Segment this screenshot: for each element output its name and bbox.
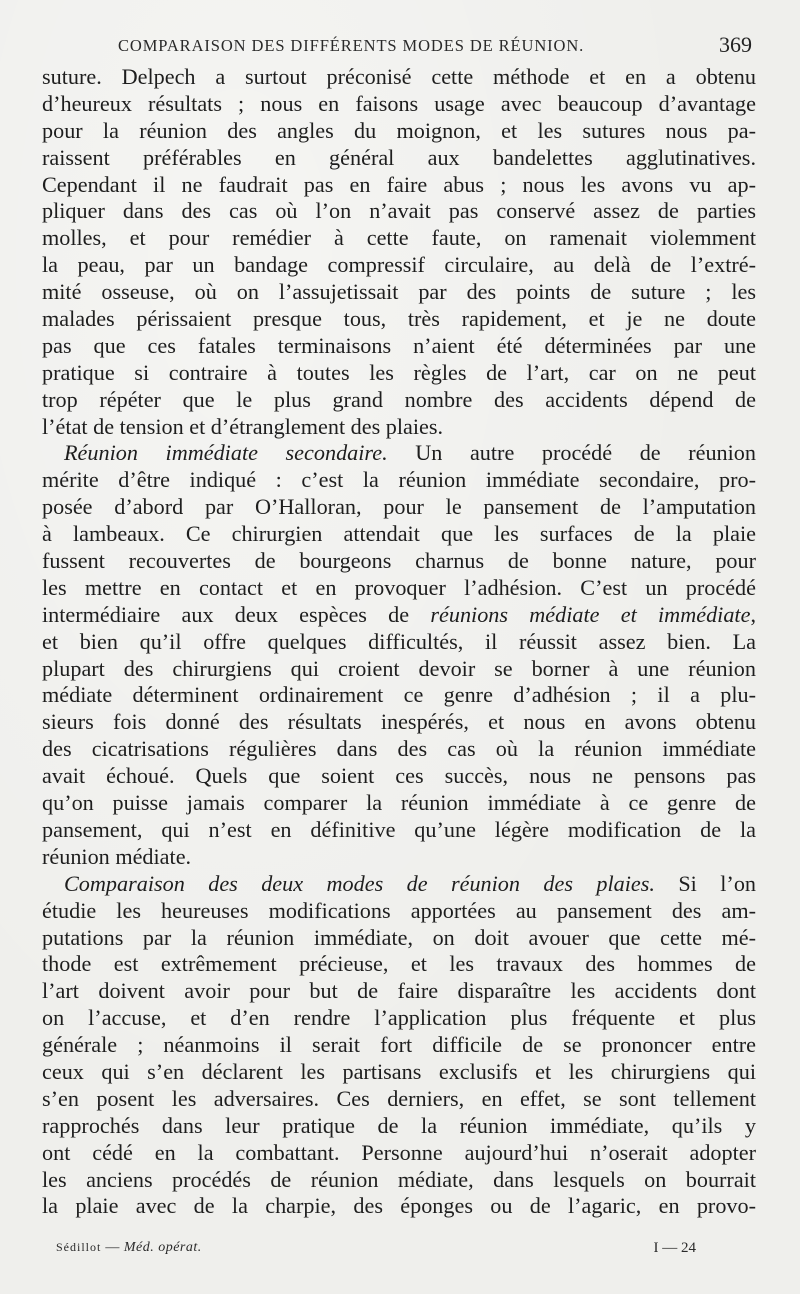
text-line: la peau, par un bandage compressif circulaire, au delà de l’extré- [42,252,756,278]
text-line: d’heureux résultats ; nous en faisons usage avec beaucoup d’avantage [42,90,756,116]
text-line: les mettre en contact et en provoquer l’adhésion. C’est un procédé [42,574,756,600]
footer-book-title: Méd. opérat. [123,1240,202,1255]
paragraph-heading-line [42,871,756,898]
text-line: étudie les heureuses modifications apportées au pansement des am- [42,897,756,923]
text-line: générale ; néanmoins il serait fort difficile de se prononcer entre [42,1032,756,1058]
footer-author: Sédillot [56,1240,102,1254]
text-line: posée d’abord par O’Halloran, pour le pansement de l’amputation [42,494,756,520]
text-line: plupart des chirurgiens qui croient devoir se borner à une réunion [42,655,756,681]
heading-line-rest: Un autre procédé de réunion [387,440,756,466]
section-heading-comparaison: Comparaison des deux modes de réunion des plaies. [64,870,655,896]
text-line: la plaie avec de la charpie, des éponges ou de l’agaric, en provo- [42,1193,756,1219]
running-head-title: COMPARAISON DES DIFFÉRENTS MODES DE RÉUNION. [118,36,585,55]
inline-text: intermédiaire aux deux espèces de [42,601,431,627]
text-line: fussent recouvertes de bourgeons charnus de bonne nature, pour [42,548,756,574]
text-line: réunion médiate. [42,843,192,869]
text-line-with-italic [42,602,756,629]
text-line: avait échoué. Quels que soient ces succès, nous ne pensons pas [42,763,756,789]
text-line: molles, et pour remédier à cette faute, on ramenait violemment [42,225,756,251]
text-line: on l’accuse, et d’en rendre l’application plus fréquente et plus [42,1005,756,1031]
text-line: raissent préférables en général aux bandelettes agglutinatives. [42,144,756,170]
text-line: médiate déterminent ordinairement ce genre d’adhésion ; il a plu- [42,682,756,708]
text-line: Cependant il ne faudrait pas en faire abus ; nous les avons vu ap- [42,171,756,197]
text-line: pratique si contraire à toutes les règles de l’art, car on ne peut [42,359,756,385]
inline-text: , [750,601,756,627]
text-line: mérite d’être indiqué : c’est la réunion immédiate secondaire, pro- [42,467,756,493]
footer-book-reference [56,1240,202,1256]
text-line: mité osseuse, où on l’assujetissait par des points de suture ; les [42,279,756,305]
text-line: et bien qu’il offre quelques difficultés, il réussit assez bien. La [42,628,756,654]
footer-dash: — [101,1240,124,1255]
running-head [40,34,760,64]
text-line: trop répéter que le plus grand nombre des accidents dépend de [42,386,756,412]
text-line: pour la réunion des angles du moignon, et les sutures nous pa- [42,117,756,143]
text-line: suture. Delpech a surtout préconisé cette méthode et en a obtenu [42,64,756,89]
text-line: putations par la réunion immédiate, on doit avouer que cette mé- [42,924,756,950]
text-line: thode est extrêmement précieuse, et les travaux des hommes de [42,951,756,977]
text-line: sieurs fois donné des résultats inespérés, et nous en avons obtenu [42,709,756,735]
heading-line-rest: Si l’on [654,870,757,896]
text-line: l’état de tension et d’étranglement des plaies. [42,413,444,439]
text-line: qu’on puisse jamais comparer la réunion immédiate à ce genre de [42,790,756,816]
page-number: 369 [719,32,752,57]
inline-italic-term: réunions médiate et immédiate [430,601,751,627]
paragraph-heading-line [42,440,756,467]
text-line: pliquer dans des cas où l’on n’avait pas conservé assez de parties [42,198,756,224]
text-line: pas que ces fatales terminaisons n’aient été déterminées par une [42,332,756,358]
text-line: rapprochés dans leur pratique de la réunion immédiate, qu’ils y [42,1112,756,1138]
page-footer [56,1240,696,1264]
text-line: l’art doivent avoir pour but de faire disparaître les accidents dont [42,978,756,1004]
section-heading-reunion-secondaire: Réunion immédiate secondaire. [64,440,388,466]
text-line: pansement, qui n’est en définitive qu’une légère modification de la [42,816,756,842]
text-line: ceux qui s’en déclarent les partisans exclusifs et les chirurgiens qui [42,1058,756,1084]
text-line: ont cédé en la combattant. Personne aujourd’hui n’oserait adopter [42,1139,756,1165]
body-text [42,64,756,1220]
text-line: malades périssaient presque tous, très rapidement, et je ne doute [42,306,756,332]
text-line: à lambeaux. Ce chirurgien attendait que les surfaces de la plaie [42,521,756,547]
footer-signature-mark: I — 24 [653,1240,696,1256]
text-line: les anciens procédés de réunion médiate, dans lesquels on bourrait [42,1166,756,1192]
text-line: des cicatrisations régulières dans des cas où la réunion immédiate [42,736,756,762]
text-line: s’en posent les adversaires. Ces derniers, en effet, se sont tellement [42,1085,756,1111]
